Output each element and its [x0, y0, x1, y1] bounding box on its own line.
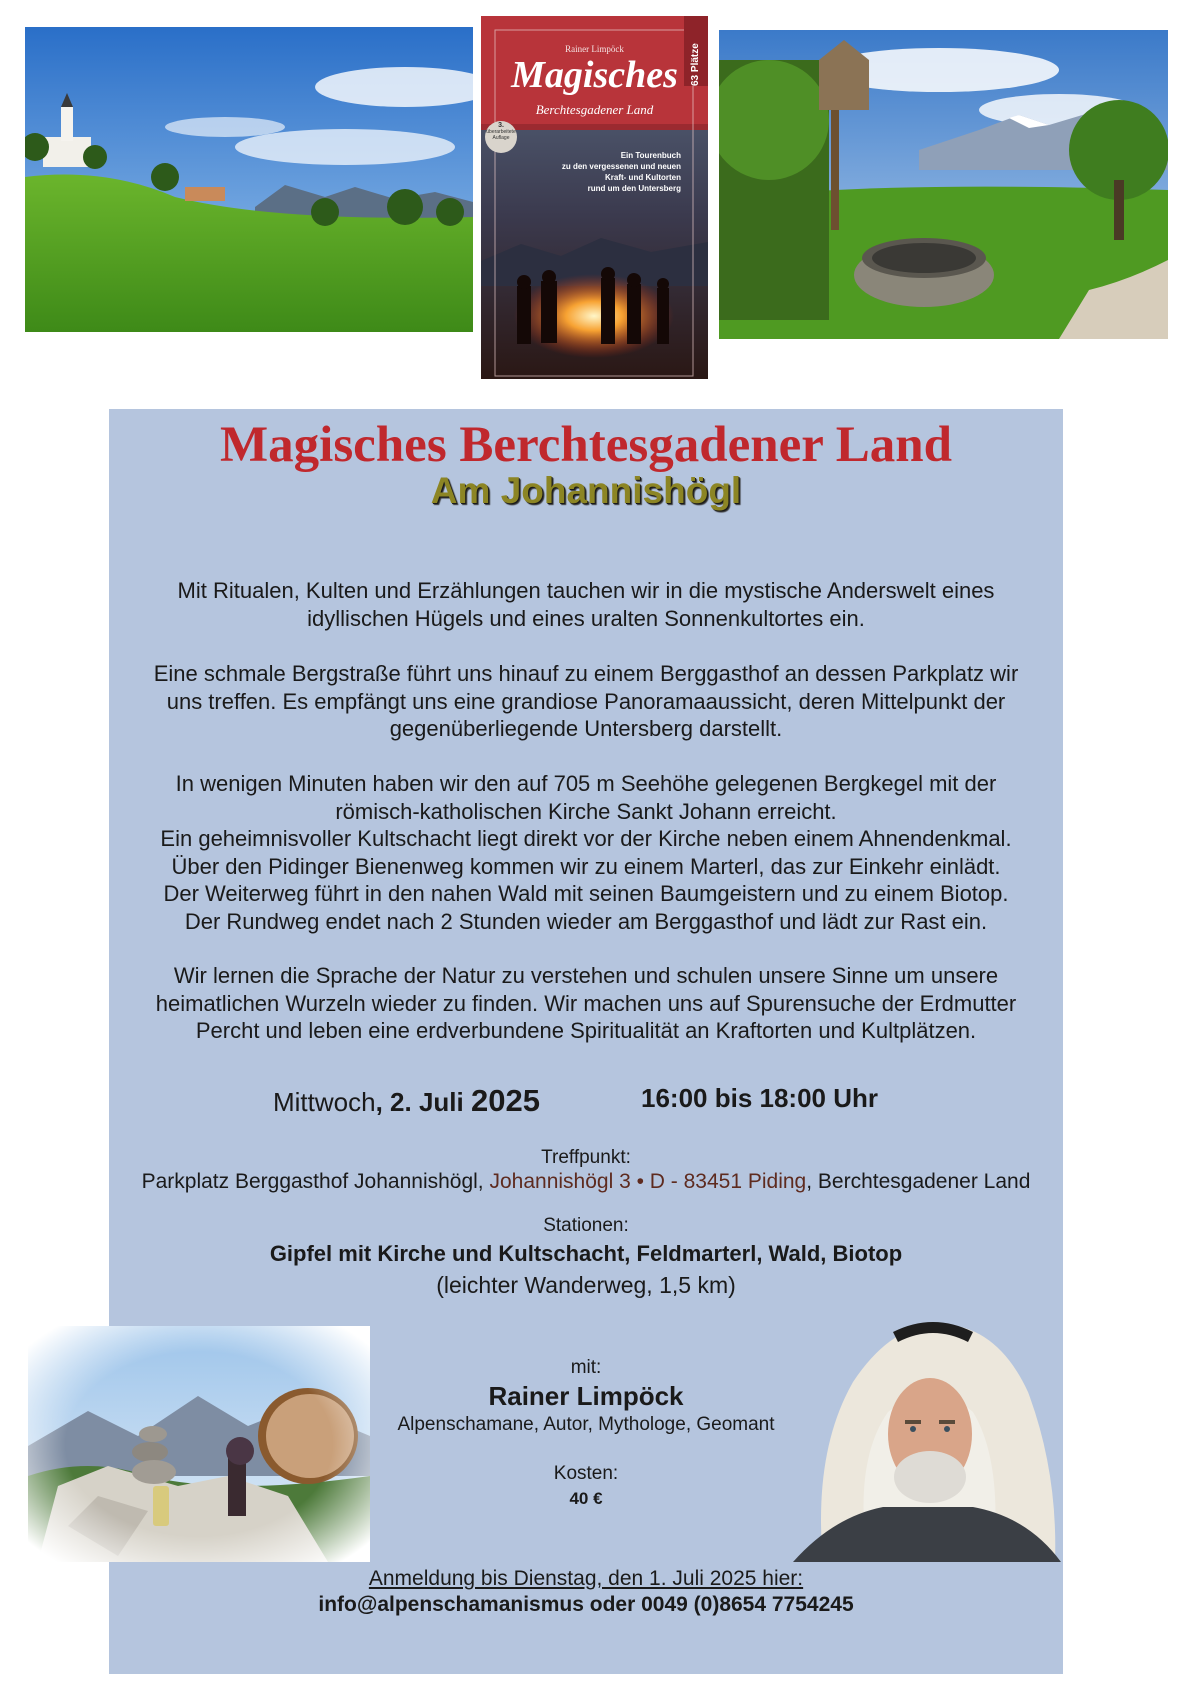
- book-author: Rainer Limpöck: [565, 44, 624, 54]
- nature-paragraph: Wir lernen die Sprache der Natur zu verstehen und schulen unsere Sinne um unsere heimatlichen Wurzeln wieder zu finden. Wir machen uns auf Spurensuche der Erdmutter Percht und leben eine erdverbundene Spiritualität an Kraftorten und Kultplätzen.: [155, 963, 1017, 1043]
- meeting-label: Treffpunkt:: [541, 1147, 631, 1168]
- page-title: Magisches Berchtesgadener Land: [220, 417, 952, 473]
- book-cover: [481, 16, 708, 379]
- cost-label: Kosten:: [553, 1463, 619, 1484]
- book-tagline: Ein Tourenbuch zu den vergessenen und neuen Kraft- und Kultorten rund um den Untersberg: [561, 151, 681, 193]
- page-subtitle: Am Johannishögl: [430, 470, 742, 511]
- guide-roles: Alpenschamane, Autor, Mythologe, Geomant: [397, 1414, 775, 1435]
- registration-contact: info@alpenschamanismus oder 0049 (0)8654 7754245: [318, 1593, 854, 1616]
- well-meadow-photo: [719, 30, 1168, 339]
- event-date-time: [109, 1083, 1063, 1123]
- stations-list: Gipfel mit Kirche und Kultschacht, Feldmarterl, Wald, Biotop: [269, 1241, 903, 1266]
- guide-name: Rainer Limpöck: [488, 1381, 684, 1411]
- event-date: Mittwoch, 2. Juli 2025: [273, 1083, 540, 1118]
- book-side-label: 63 Plätze: [690, 43, 701, 86]
- cost-amount: 40 €: [569, 1489, 603, 1508]
- intro-paragraph: Mit Ritualen, Kulten und Erzählungen tauchen wir in die mystische Anderswelt eines idyllischen Hügels und eines uralten Sonnenkultortes ein.: [177, 578, 995, 631]
- meeting-address: Parkplatz Berggasthof Johannishögl, Johannishögl 3 • D - 83451 Piding, Berchtesgadener Land: [141, 1170, 1031, 1193]
- registration-text: Anmeldung bis Dienstag, den 1. Juli 2025 hier:: [368, 1567, 804, 1590]
- guide-label: mit:: [570, 1357, 602, 1378]
- meeting-paragraph: Eine schmale Bergstraße führt uns hinauf zu einem Berggasthof an dessen Parkplatz wir uns treffen. Es empfängt uns eine grandiose Panoramaaussicht, deren Mittelpunkt der gegenüberliegende Untersberg darstellt.: [153, 661, 1019, 741]
- edition-badge: 3. überarbeitete Auflage: [486, 122, 516, 141]
- trail-note: (leichter Wanderweg, 1,5 km): [436, 1272, 736, 1298]
- book-subtitle: Berchtesgadener Land: [535, 102, 654, 117]
- event-time: 16:00 bis 18:00 Uhr: [641, 1083, 879, 1113]
- route-paragraph: In wenigen Minuten haben wir den auf 705 m Seehöhe gelegenen Bergkegel mit der römisch-katholischen Kirche Sankt Johann erreicht. Ein geheimnisvoller Kultschacht liegt direkt vor der Kirche neben einem Ahnendenkmal. Über den Pidinger Bienenweg kommen wir zu einem Marterl, das zur Einkehr einlädt. Der Weiterweg führt in den nahen Wald mit seinen Baumgeistern und zu einem Biotop. Der Rundweg endet nach 2 Stunden wieder am Berggasthof und lädt zur Rast ein.: [160, 771, 1012, 934]
- stations-label: Stationen:: [543, 1215, 629, 1236]
- guide-portrait: [793, 1302, 1061, 1562]
- church-hill-photo: [25, 27, 473, 332]
- book-title: Magisches: [511, 54, 678, 96]
